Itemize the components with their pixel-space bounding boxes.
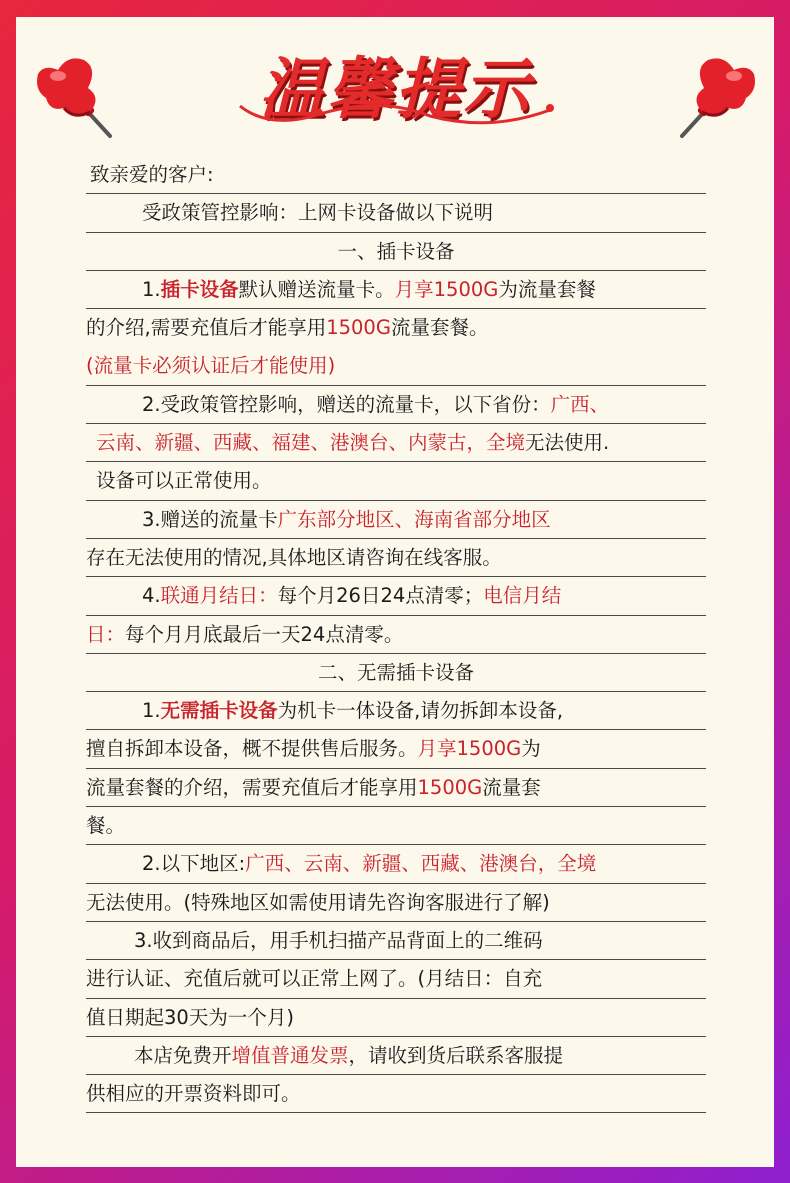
- text-line: [86, 194, 706, 232]
- highlight-text: 广西、: [550, 392, 610, 416]
- text-segment: 供相应的开票资料即可。: [86, 1082, 301, 1106]
- text-segment: 致亲爱的客户:: [90, 163, 214, 186]
- highlight-text: 增值普通发票: [231, 1043, 349, 1067]
- text-line: [86, 769, 706, 807]
- text-segment: 3.赠送的流量卡: [142, 507, 278, 531]
- highlight-text: (流量卡必须认证后才能使用): [86, 354, 336, 378]
- text-segment: 无法使用.: [525, 431, 610, 455]
- text-line: [86, 692, 706, 730]
- text-line: [86, 347, 706, 385]
- text-line: [86, 807, 706, 845]
- text-line: [86, 501, 706, 539]
- title-swirl-decoration: [230, 92, 560, 132]
- text-line: [86, 999, 706, 1037]
- text-segment: 1.: [142, 699, 161, 723]
- section-heading: [86, 233, 706, 271]
- text-segment: 流量套: [482, 775, 541, 799]
- text-line: [86, 462, 706, 500]
- text-segment: 擅自拆卸本设备，概不提供售后服务。: [86, 737, 418, 761]
- text-line: [86, 730, 706, 768]
- highlight-text: 插卡设备: [160, 277, 239, 301]
- text-segment: 1.: [142, 277, 161, 301]
- highlight-text: 1500G: [326, 316, 391, 340]
- text-segment: 为流量套餐: [498, 277, 596, 301]
- notice-body: [86, 156, 706, 1113]
- text-segment: 为机卡一体设备,请勿拆卸本设备,: [277, 699, 564, 723]
- text-segment: 餐。: [86, 814, 126, 838]
- text-line: [86, 1037, 706, 1075]
- highlight-text: 广东部分地区、海南省部分地区: [277, 507, 551, 531]
- text-segment: 一、插卡设备: [337, 239, 455, 263]
- text-line: [86, 922, 706, 960]
- highlight-text: 联通月结日：: [160, 584, 278, 608]
- text-line: [86, 845, 706, 883]
- section-heading: [86, 654, 706, 692]
- text-line: [86, 156, 706, 194]
- text-segment: 的介绍,需要充值后才能享用: [86, 316, 327, 340]
- page-title: 温馨提示: [259, 50, 531, 128]
- text-line: [86, 271, 706, 309]
- text-segment: 受政策管控影响：上网卡设备做以下说明: [142, 201, 494, 225]
- text-segment: 每个月26日24点清零；: [277, 584, 484, 608]
- text-segment: ，请收到货后联系客服提: [348, 1043, 564, 1067]
- text-line: [86, 1075, 706, 1113]
- text-segment: 流量套餐。: [390, 316, 489, 340]
- text-segment: 进行认证、充值后就可以正常上网了。(月结日：自充: [86, 967, 543, 991]
- text-segment: 设备可以正常使用。: [96, 469, 272, 493]
- highlight-text: 电信月结: [483, 584, 562, 608]
- highlight-text: 广西、云南、新疆、西藏、港澳台，全境: [245, 852, 597, 876]
- text-segment: 值日期起30天为一个月): [86, 1005, 294, 1029]
- text-segment: 为: [521, 737, 541, 761]
- text-segment: 4.: [142, 584, 161, 608]
- text-line: [86, 884, 706, 922]
- highlight-text: 月享1500G: [394, 277, 499, 301]
- text-segment: 每个月月底最后一天24点清零。: [125, 622, 404, 646]
- text-segment: 存在无法使用的情况,具体地区请咨询在线客服。: [86, 545, 502, 569]
- text-line: [86, 424, 706, 462]
- text-line: [86, 309, 706, 347]
- text-segment: 无法使用。(特殊地区如需使用请先咨询客服进行了解): [86, 890, 550, 914]
- highlight-text: 月享1500G: [417, 737, 522, 761]
- text-segment: 默认赠送流量卡。: [238, 277, 395, 301]
- text-line: [86, 539, 706, 577]
- text-segment: 流量套餐的介绍，需要充值后才能享用: [86, 775, 418, 799]
- text-line: [86, 960, 706, 998]
- text-line: [86, 386, 706, 424]
- text-segment: 二、无需插卡设备: [317, 660, 474, 684]
- text-segment: 2.受政策管控影响，赠送的流量卡，以下省份：: [142, 392, 551, 416]
- highlight-text: 云南、新疆、西藏、福建、港澳台、内蒙古，全境: [96, 431, 526, 455]
- highlight-text: 无需插卡设备: [160, 699, 278, 723]
- highlight-text: 1500G: [417, 775, 483, 799]
- highlight-text: 日：: [86, 622, 126, 646]
- text-segment: 本店免费开: [134, 1043, 232, 1067]
- text-segment: 2.以下地区:: [142, 852, 246, 876]
- text-line: [86, 577, 706, 615]
- text-segment: 3.收到商品后，用手机扫描产品背面上的二维码: [134, 928, 543, 952]
- text-line: [86, 616, 706, 654]
